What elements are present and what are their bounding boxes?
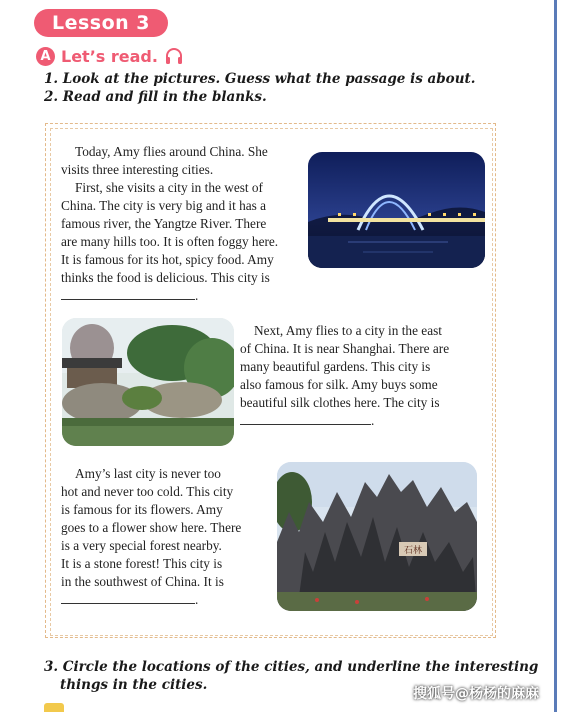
passage-3 bbox=[61, 465, 276, 609]
instruction-3-cont: things in the cities. bbox=[60, 677, 208, 693]
passage-line: First, she visits a city in the west of bbox=[75, 180, 263, 195]
passage-line: Today, Amy flies around China. She bbox=[75, 144, 268, 159]
blank-end: . bbox=[195, 592, 199, 607]
passage-line: It is a stone forest! This city is bbox=[61, 556, 223, 571]
passage-line: thinks the food is delicious. This city is bbox=[61, 270, 270, 285]
answer-blank-2[interactable] bbox=[240, 412, 371, 425]
passage-2 bbox=[240, 322, 485, 430]
passage-line: It is famous for its hot, spicy food. Amy bbox=[61, 252, 274, 267]
passage-line: of China. It is near Shanghai. There are bbox=[240, 341, 450, 356]
section-title: Let’s read. bbox=[61, 46, 158, 66]
passage-line: beautiful silk clothes here. The city is bbox=[240, 395, 440, 410]
instruction-3: 3. Circle the locations of the cities, and underline the interesting bbox=[44, 659, 539, 675]
answer-blank-1[interactable] bbox=[61, 287, 195, 300]
headphones-icon[interactable] bbox=[164, 46, 184, 66]
stone-forest-photo bbox=[277, 462, 477, 611]
passage-line: in the southwest of China. It is bbox=[61, 574, 224, 589]
passage-line: Amy’s last city is never too bbox=[75, 466, 221, 481]
passage-line: many beautiful gardens. This city is bbox=[240, 359, 431, 374]
instruction-1: 1. Look at the pictures. Guess what the passage is about. bbox=[44, 71, 476, 87]
passage-1 bbox=[61, 143, 311, 305]
bridge-photo bbox=[308, 152, 485, 268]
page-edge-rule bbox=[554, 0, 557, 712]
passage-line: also famous for silk. Amy buys some bbox=[240, 377, 438, 392]
passage-line: Next, Amy flies to a city in the east bbox=[254, 323, 442, 338]
watermark: 搜狐号@杨杨的麻麻 bbox=[413, 686, 539, 702]
lesson-title: Lesson 3 bbox=[51, 12, 151, 34]
pencil-icon bbox=[44, 703, 64, 712]
section-letter-badge: A bbox=[36, 47, 55, 66]
passage-line: visits three interesting cities. bbox=[61, 162, 214, 177]
lesson-title-badge bbox=[34, 9, 168, 37]
answer-blank-3[interactable] bbox=[61, 591, 195, 604]
garden-photo bbox=[62, 318, 234, 446]
passage-line: is a very special forest nearby. bbox=[61, 538, 222, 553]
blank-end: . bbox=[371, 413, 375, 428]
section-header bbox=[36, 46, 184, 66]
passage-line: hot and never too cold. This city bbox=[61, 484, 234, 499]
instruction-2: 2. Read and fill in the blanks. bbox=[44, 89, 267, 105]
passage-line: China. The city is very big and it has a bbox=[61, 198, 267, 213]
passage-line: is famous for its flowers. Amy bbox=[61, 502, 223, 517]
stone-sign-text: 石林 bbox=[403, 545, 423, 555]
blank-end: . bbox=[195, 288, 199, 303]
passage-line: goes to a flower show here. There bbox=[61, 520, 242, 535]
passage-line: are many hills too. It is often foggy here. bbox=[61, 234, 279, 249]
passage-line: famous river, the Yangtze River. There bbox=[61, 216, 267, 231]
